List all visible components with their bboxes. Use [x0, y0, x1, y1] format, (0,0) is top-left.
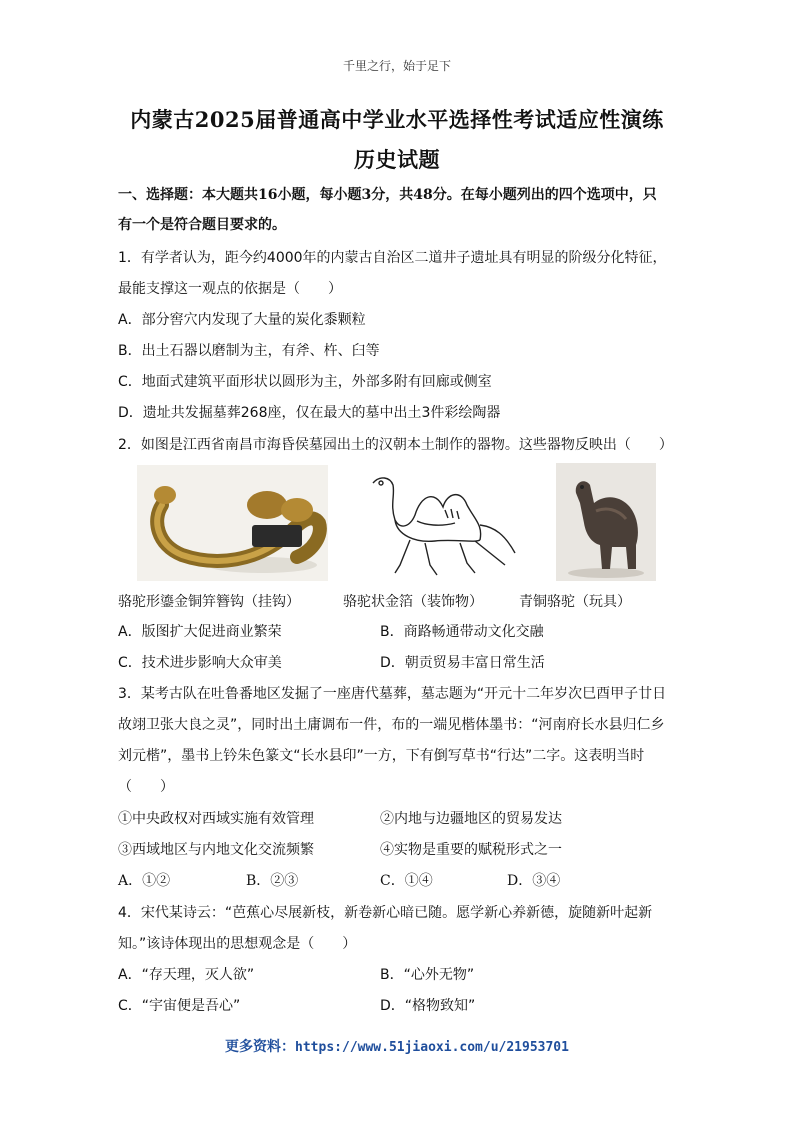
q3-statement-4: ④实物是重要的赋税形式之一 — [380, 842, 562, 858]
exam-title: 内蒙古2025届普通高中学业水平选择性考试适应性演练 — [130, 107, 664, 132]
exam-subject: 历史试题 — [354, 147, 440, 172]
bronze-camel-image — [556, 463, 656, 581]
q1-option-d: D．遗址共发掘墓葬268座，仅在最大的墓中出土3件彩绘陶器 — [118, 405, 501, 421]
q1-option-b: B．出土石器以磨制为主，有斧、杵、臼等 — [118, 343, 380, 359]
q3-option-a: A．①② — [118, 873, 171, 889]
q1-option-a: A．部分窖穴内发现了大量的炭化黍颗粒 — [118, 312, 366, 328]
section-instructions-line1: 一、选择题：本大题共16小题，每小题3分，共48分。在每小题列出的四个选项中，只 — [118, 187, 657, 203]
q4-option-d: D．“格物致知” — [380, 998, 476, 1014]
q3-statement-2: ②内地与边疆地区的贸易发达 — [380, 811, 562, 827]
footer-more-resources — [0, 1036, 794, 1056]
header-motto: 千里之行，始于足下 — [342, 59, 451, 73]
q2-option-a: A．版图扩大促进商业繁荣 — [118, 624, 282, 640]
camel-hook-image — [137, 465, 328, 581]
q2-stem: 2．如图是江西省南昌市海昏侯墓园出土的汉朝本土制作的器物。这些器物反映出（ ） — [118, 437, 673, 453]
q4-option-c: C．“宇宙便是吾心” — [118, 998, 241, 1014]
footer-label: 更多资料： — [225, 1039, 296, 1055]
q3-stem-line1: 3．某考古队在吐鲁番地区发掘了一座唐代墓葬，墓志题为“开元十二年岁次巳酉甲子廿日 — [118, 686, 667, 702]
q2-option-d: D．朝贡贸易丰富日常生活 — [380, 655, 545, 671]
caption-camel-hook: 骆驼形鎏金铜笄簪钩（挂钩） — [118, 594, 300, 610]
q4-option-b: B．“心外无物” — [380, 967, 475, 983]
caption-bronze-camel: 青铜骆驼（玩具） — [519, 594, 631, 610]
q2-option-b: B．商路畅通带动文化交融 — [380, 624, 544, 640]
footer-link[interactable]: https://www.51jiaoxi.com/u/21953701 — [295, 1040, 569, 1055]
q1-stem-line2: 最能支撑这一观点的依据是（ ） — [118, 281, 342, 297]
q3-stem-line4: （ ） — [118, 779, 174, 795]
camel-gold-foil-image — [355, 465, 527, 581]
q3-option-d: D．③④ — [507, 873, 561, 889]
caption-camel-gold-foil: 骆驼状金箔（装饰物） — [343, 594, 483, 610]
q4-stem-line2: 知。”该诗体现出的思想观念是（ ） — [118, 936, 357, 952]
q1-option-c: C．地面式建筑平面形状以圆形为主，外部多附有回廊或侧室 — [118, 374, 492, 390]
q3-statement-1: ①中央政权对西域实施有效管理 — [118, 811, 314, 827]
q3-option-c: C．①④ — [380, 873, 433, 889]
q1-stem-line1: 1．有学者认为，距今约4000年的内蒙古自治区二道井子遗址具有明显的阶级分化特征， — [118, 250, 667, 266]
q4-stem-line1: 4．宋代某诗云：“芭蕉心尽展新枝，新卷新心暗已随。愿学新心养新德，旋随新叶起新 — [118, 905, 653, 921]
section-instructions-line2: 有一个是符合题目要求的。 — [118, 217, 286, 233]
q3-option-b: B．②③ — [246, 873, 299, 889]
q3-stem-line2: 故翊卫张大良之灵”，同时出土庸调布一件，布的一端见楷体墨书：“河南府长水县归仁乡 — [118, 717, 665, 733]
q3-statement-3: ③西域地区与内地文化交流频繁 — [118, 842, 314, 858]
q4-option-a: A．“存天理，灭人欲” — [118, 967, 255, 983]
q2-option-c: C．技术进步影响大众审美 — [118, 655, 282, 671]
q3-stem-line3: 刘元楷”，墨书上钤朱色篆文“长水县印”一方，下有倒写草书“行达”二字。这表明当时 — [118, 748, 645, 764]
